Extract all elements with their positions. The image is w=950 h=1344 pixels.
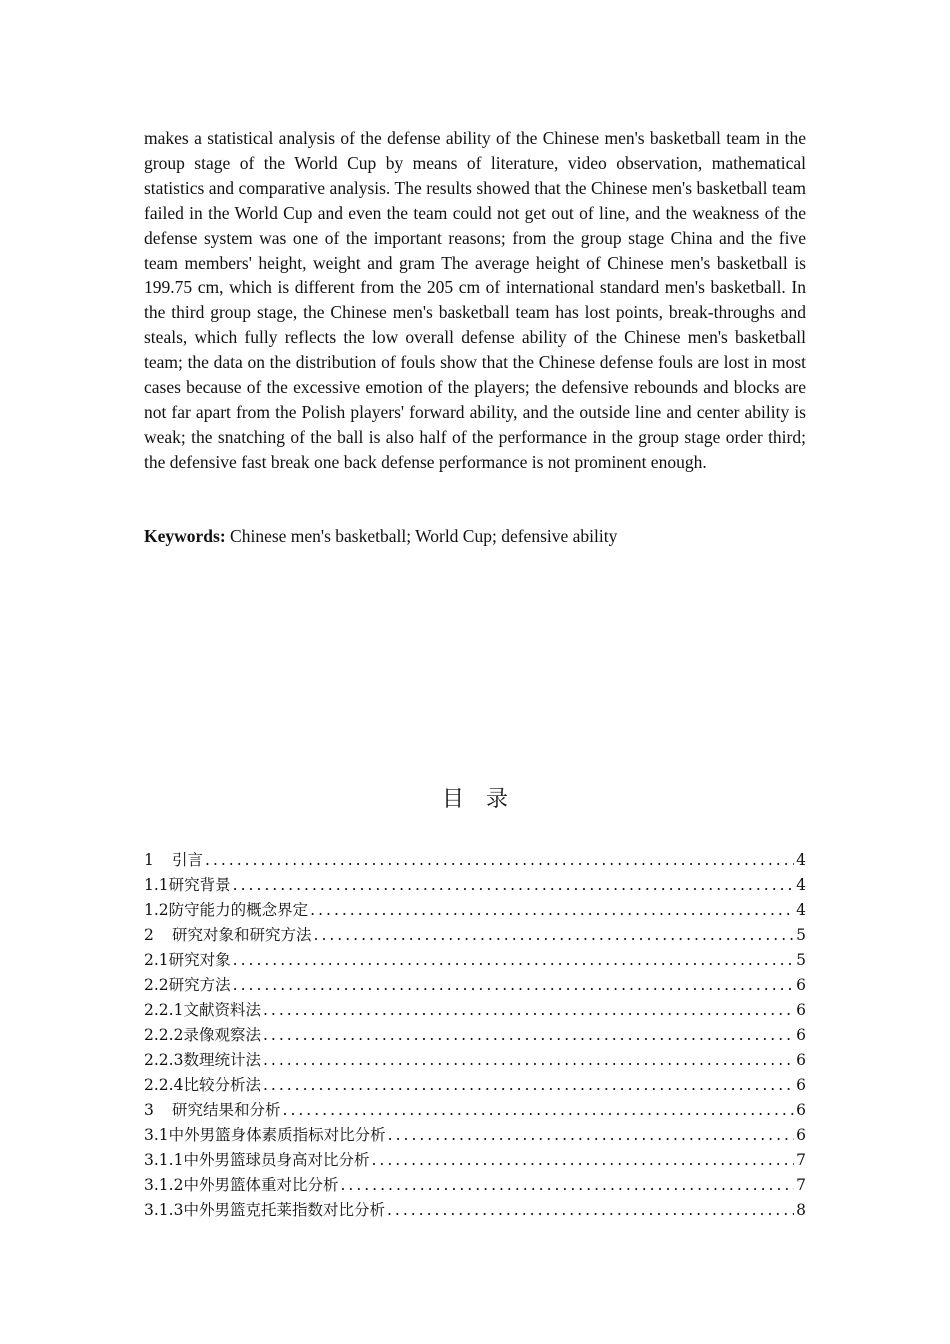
toc-entry-heading	[144, 1173, 338, 1198]
toc-page-number: 8	[796, 1201, 806, 1219]
toc-page-number: 6	[796, 976, 806, 994]
toc-entry[interactable]	[144, 848, 806, 873]
toc-dot-leader	[283, 1098, 795, 1123]
toc-entry[interactable]	[144, 973, 806, 998]
toc-dot-leader	[263, 998, 794, 1023]
toc-page-number: 7	[796, 1151, 806, 1169]
toc-entry-heading	[144, 1073, 261, 1098]
toc-entry-title: 中外男篮克托莱指数对比分析	[183, 1201, 385, 1219]
toc-dot-leader	[340, 1173, 794, 1198]
toc-dot-leader	[387, 1198, 794, 1223]
toc-dot-leader	[371, 1148, 794, 1173]
toc-entry-number: 1.2	[144, 901, 169, 919]
toc-entry-heading	[144, 873, 231, 898]
toc-entry[interactable]	[144, 1198, 806, 1223]
toc-dot-leader	[233, 873, 794, 898]
toc-entry-heading	[144, 848, 203, 873]
toc-entry-title: 防守能力的概念界定	[168, 901, 309, 919]
toc-entry-title: 文献资料法	[183, 1001, 261, 1019]
toc-page-number: 5	[796, 951, 806, 969]
toc-entry-number: 2.2.1	[144, 1001, 184, 1019]
toc-page-number: 6	[796, 1101, 806, 1119]
toc-entry-number: 3.1.1	[144, 1151, 184, 1169]
toc-entry[interactable]	[144, 923, 806, 948]
toc-entry-number: 3	[144, 1101, 154, 1119]
toc-entry-number: 1.1	[144, 876, 169, 894]
toc-entry-title: 中外男篮体重对比分析	[183, 1176, 339, 1194]
toc-dot-leader	[233, 948, 794, 973]
toc-entry-title: 研究对象	[168, 951, 231, 969]
toc-entry-heading	[144, 1023, 261, 1048]
toc-entry-title: 引言	[172, 851, 204, 869]
toc-entry[interactable]	[144, 1173, 806, 1198]
toc-entry-number: 2.2	[144, 976, 169, 994]
toc-entry-title: 研究背景	[168, 876, 231, 894]
abstract-paragraph: makes a statistical analysis of the defense ability of the Chinese men's basketball team in the group stage of the World Cup by means of literature, video observation, mathematical statistics and comparative analysis. The results showed that the Chinese men's basketball team failed in the World Cup and even the team could not get out of line, and the weakness of the defense system was one of the important reasons; from the group stage China and the five team members' height, weight and gram The average height of Chinese men's basketball is 199.75 cm, which is different from the 205 cm of international standard men's basketball. In the third group stage, the Chinese men's basketball team has lost points, break-throughs and steals, which fully reflects the low overall defense ability of the Chinese men's basketball team; the data on the distribution of fouls show that the Chinese defense fouls are lost in most cases because of the excessive emotion of the players; the defensive rebounds and blocks are not far apart from the Polish players' forward ability, and the outside line and center ability is weak; the snatching of the ball is also half of the performance in the group stage order third; the defensive fast break one back defense performance is not prominent enough.	[144, 128, 806, 472]
toc-entry-heading	[144, 923, 312, 948]
toc-dot-leader	[233, 973, 794, 998]
toc-entry-number: 2.1	[144, 951, 169, 969]
toc-title: 目录	[441, 787, 530, 812]
toc-dot-leader	[388, 1123, 794, 1148]
toc-entry-number: 3.1.3	[144, 1201, 184, 1219]
toc-dot-leader	[263, 1048, 794, 1073]
toc-entry-heading	[144, 898, 308, 923]
toc-dot-leader	[263, 1073, 794, 1098]
toc-page-number: 6	[796, 1076, 806, 1094]
keywords-label: Keywords:	[144, 526, 226, 546]
toc-page-number: 4	[796, 851, 806, 869]
toc-page-number: 4	[796, 876, 806, 894]
keywords-line	[144, 524, 806, 549]
toc-entry-title: 比较分析法	[183, 1076, 261, 1094]
toc-entry-title: 中外男篮身体素质指标对比分析	[168, 1126, 386, 1144]
toc-entry-title: 研究对象和研究方法	[172, 926, 312, 944]
toc-entry-number: 3.1.2	[144, 1176, 184, 1194]
toc-page-number: 6	[796, 1051, 806, 1069]
toc-entry-heading	[144, 1198, 385, 1223]
table-of-contents	[144, 848, 806, 1223]
toc-entry-heading	[144, 948, 231, 973]
toc-entry-number: 2.2.2	[144, 1026, 184, 1044]
toc-entry-heading	[144, 1148, 369, 1173]
toc-entry-heading	[144, 1098, 281, 1123]
toc-entry-title: 中外男篮球员身高对比分析	[183, 1151, 370, 1169]
toc-dot-leader	[263, 1023, 794, 1048]
toc-entry[interactable]	[144, 1148, 806, 1173]
toc-page-number: 6	[796, 1001, 806, 1019]
toc-entry-number: 2.2.4	[144, 1076, 184, 1094]
toc-entry-title: 研究结果和分析	[172, 1101, 281, 1119]
toc-entry[interactable]	[144, 1048, 806, 1073]
toc-entry-number: 2.2.3	[144, 1051, 184, 1069]
toc-entry[interactable]	[144, 898, 806, 923]
toc-entry[interactable]	[144, 1123, 806, 1148]
toc-page-number: 6	[796, 1126, 806, 1144]
toc-entry-title: 录像观察法	[183, 1026, 261, 1044]
toc-entry[interactable]	[144, 1098, 806, 1123]
keywords-value: Chinese men's basketball; World Cup; defensive ability	[225, 526, 618, 546]
toc-page-number: 7	[796, 1176, 806, 1194]
toc-entry-heading	[144, 1048, 261, 1073]
toc-entry-heading	[144, 998, 261, 1023]
toc-entry[interactable]	[144, 998, 806, 1023]
toc-entry[interactable]	[144, 1023, 806, 1048]
toc-entry-number: 2	[144, 926, 154, 944]
toc-page-number: 6	[796, 1026, 806, 1044]
toc-dot-leader	[205, 848, 794, 873]
toc-entry[interactable]	[144, 1073, 806, 1098]
toc-entry[interactable]	[144, 948, 806, 973]
toc-entry[interactable]	[144, 873, 806, 898]
toc-dot-leader	[310, 898, 794, 923]
toc-entry-number: 1	[144, 851, 154, 869]
toc-entry-title: 数理统计法	[183, 1051, 261, 1069]
toc-page-number: 5	[796, 926, 806, 944]
toc-dot-leader	[314, 923, 795, 948]
toc-entry-heading	[144, 973, 231, 998]
toc-page-number: 4	[796, 901, 806, 919]
toc-entry-title: 研究方法	[168, 976, 231, 994]
toc-entry-heading	[144, 1123, 386, 1148]
toc-entry-number: 3.1	[144, 1126, 169, 1144]
